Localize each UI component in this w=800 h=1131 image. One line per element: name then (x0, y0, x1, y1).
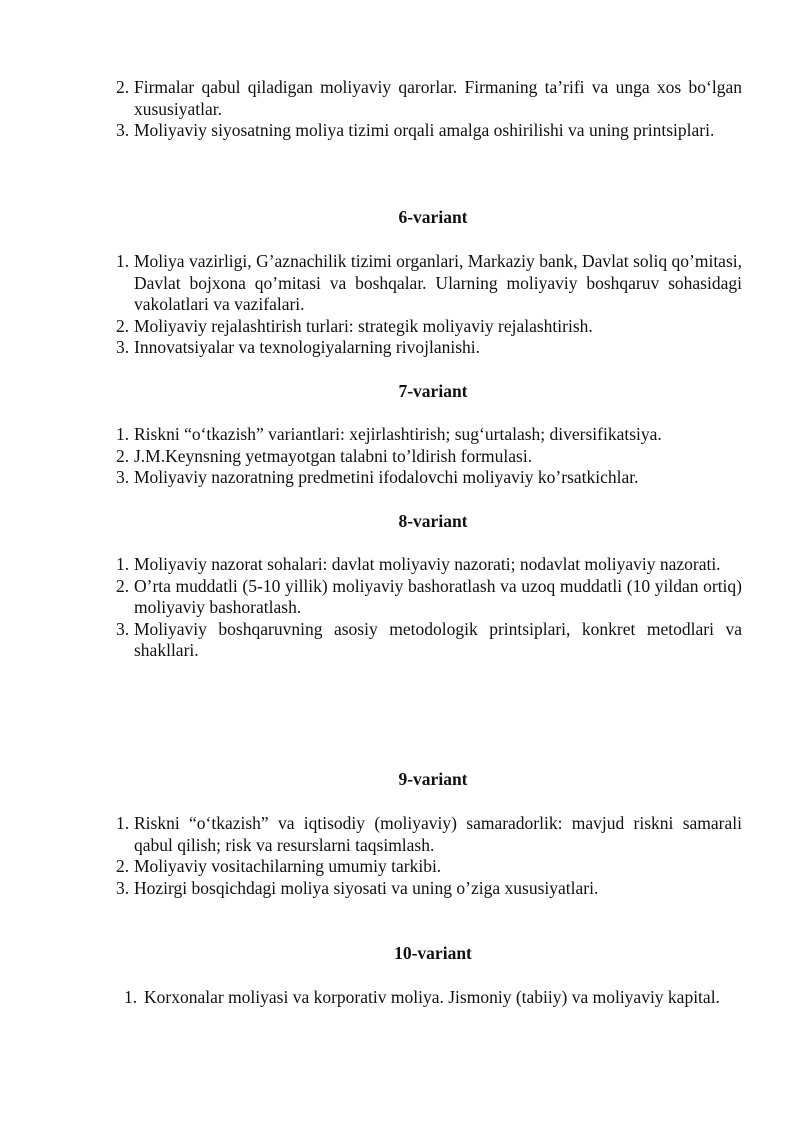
item-number: 3. (116, 120, 130, 140)
list-item (116, 813, 742, 856)
item-number: 2. (116, 445, 130, 466)
item-number: 3. (116, 877, 130, 898)
list-item (116, 554, 742, 576)
item-text: Korxonalar moliyasi va korporativ moliya. Jismoniy (tabiiy) va moliyaviy kapital. (144, 987, 720, 1007)
section-heading: 9-variant (398, 769, 468, 789)
list-item (116, 618, 742, 662)
item-number: 3. (116, 467, 130, 487)
question-list (116, 251, 742, 359)
section-heading: 7-variant (398, 381, 468, 401)
question-list (116, 813, 742, 899)
list-item (116, 251, 742, 316)
list-item (116, 120, 742, 142)
list-item (116, 575, 742, 619)
list-item (116, 877, 742, 900)
item-number: 3. (116, 337, 130, 357)
section-heading: 10-variant (394, 943, 472, 963)
question-list (116, 424, 742, 489)
list-item (116, 445, 742, 468)
item-number: 1. (116, 813, 130, 833)
item-text: Riskni “o‘tkazish” variantlari: xejirlashtirish; sug‘urtalash; diversifikatsiya. (134, 424, 662, 444)
item-text: Moliyaviy nazoratning predmetini ifodalovchi moliyaviy ko’rsatkichlar. (134, 467, 639, 487)
item-number: 1. (116, 554, 130, 574)
item-number: 2. (116, 575, 130, 596)
item-number: 1. (124, 987, 138, 1007)
item-number: 2. (116, 77, 130, 97)
item-text: O’rta muddatli (5-10 yillik) moliyaviy bashoratlash va uzoq muddatli (10 yildan ortiq) moliyaviy bashoratlash. (134, 575, 742, 617)
item-number: 2. (116, 315, 130, 336)
list-item (116, 856, 742, 878)
item-text: Hozirgi bosqichdagi moliya siyosati va uning o’ziga xususiyatlari. (134, 877, 599, 898)
item-number: 1. (116, 424, 130, 444)
question-list (116, 77, 742, 142)
item-text: J.M.Keynsning yetmayotgan talabni to’ldirish formulasi. (134, 445, 533, 466)
section-heading: 8-variant (398, 511, 468, 531)
question-list (124, 987, 742, 1009)
item-text: Innovatsiyalar va texnologiyalarning rivojlanishi. (134, 337, 481, 357)
list-item (116, 424, 742, 446)
item-text: Moliyaviy nazorat sohalari: davlat moliyaviy nazorati; nodavlat moliyaviy nazorati. (134, 554, 721, 574)
question-list (116, 554, 742, 662)
item-text: Firmalar qabul qiladigan moliyaviy qarorlar. Firmaning ta’rifi va unga xos bo‘lgan xususiyatlar. (134, 77, 742, 119)
list-item (116, 77, 742, 120)
item-number: 3. (116, 618, 130, 639)
item-number: 2. (116, 856, 130, 876)
list-item (116, 337, 742, 359)
item-text: Moliyaviy siyosatning moliya tizimi orqali amalga oshirilishi va uning printsiplari. (134, 120, 715, 140)
list-item (124, 987, 742, 1009)
item-number: 1. (116, 251, 130, 271)
list-item (116, 315, 742, 338)
section-heading: 6-variant (398, 207, 468, 227)
item-text: Riskni “o‘tkazish” va iqtisodiy (moliyaviy) samaradorlik: mavjud riskni samarali qabul qilish; risk va resurslarni taqsimlash. (134, 813, 742, 855)
list-item (116, 467, 742, 489)
item-text: Moliyaviy boshqaruvning asosiy metodologik printsiplari, konkret metodlari va shakllari. (134, 618, 742, 660)
item-text: Moliyaviy rejalashtirish turlari: strategik moliyaviy rejalashtirish. (134, 315, 593, 336)
item-text: Moliya vazirligi, G’aznachilik tizimi organlari, Markaziy bank, Davlat soliq qo’mitasi, Davlat bojxona qo’mitasi va boshqalar. Ularning moliyaviy boshqaruv sohasidagi vakolatlari va vazifalari. (134, 251, 742, 314)
item-text: Moliyaviy vositachilarning umumiy tarkibi. (134, 856, 442, 876)
